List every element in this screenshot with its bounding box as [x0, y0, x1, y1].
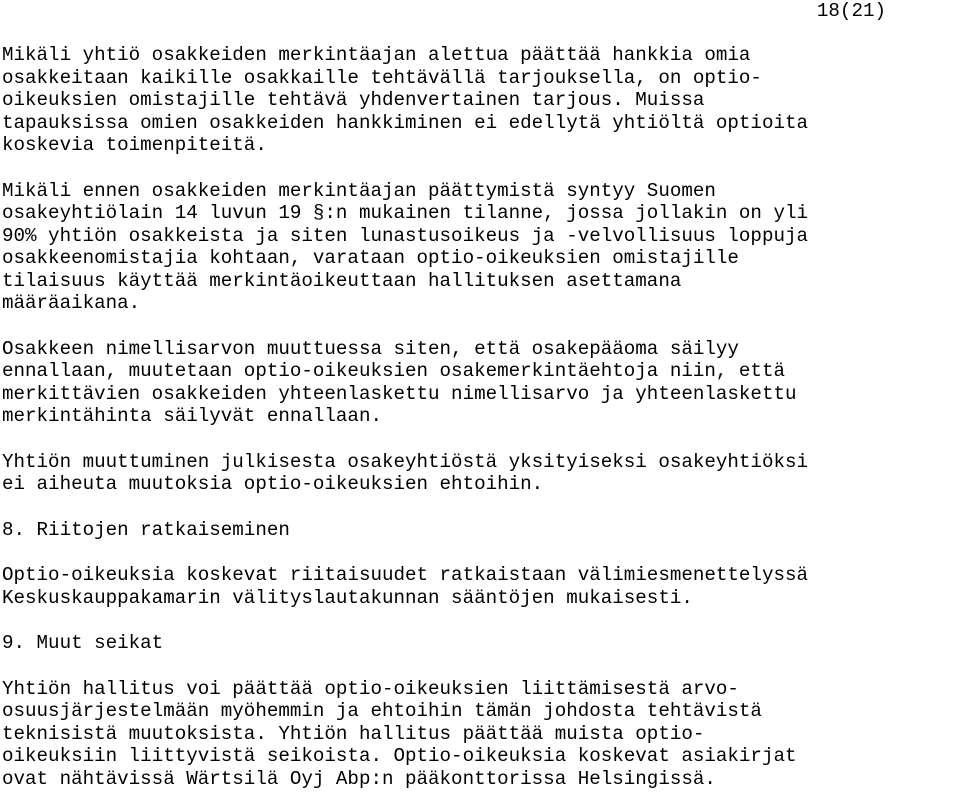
text-line: Yhtiön muuttuminen julkisesta osakeyhtiöstä yksityiseksi osakeyhtiöksi: [2, 450, 809, 473]
text-line: Mikäli ennen osakkeiden merkintäajan päättymistä syntyy Suomen: [2, 179, 716, 202]
document-body: [2, 44, 960, 790]
text-line: osakkeitaan kaikille osakkaille tehtävällä tarjouksella, on optio-: [2, 66, 762, 89]
text-line: merkittävien osakkeiden yhteenlaskettu nimellisarvo ja yhteenlaskettu: [2, 382, 797, 405]
text-line: 90% yhtiön osakkeista ja siten lunastusoikeus ja -velvollisuus loppuja: [2, 224, 809, 247]
text-line: Keskuskauppakamarin välityslautakunnan sääntöjen mukaisesti.: [2, 586, 693, 609]
section-heading: 9. Muut seikat: [2, 632, 164, 654]
paragraph-redemption: [2, 180, 960, 315]
text-line: merkintähinta säilyvät ennallaan.: [2, 405, 382, 427]
paragraph-gap: [2, 315, 960, 338]
paragraph-other-matters: [2, 678, 960, 791]
text-line: teknisistä muutoksista. Yhtiön hallitus päättää muista optio-: [2, 722, 705, 745]
paragraph-gap: [2, 496, 960, 519]
paragraph-nominal-value: [2, 338, 960, 428]
section-heading-disputes: [2, 519, 960, 542]
text-line: Optio-oikeuksia koskevat riitaisuudet ratkaistaan välimiesmenettelyssä: [2, 564, 809, 586]
text-line: osakeyhtiölain 14 luvun 19 §:n mukainen tilanne, jossa jollakin on yli: [2, 202, 809, 224]
section-heading: 8. Riitojen ratkaiseminen: [2, 518, 290, 541]
text-line: oikeuksien omistajille tehtävä yhdenvertainen tarjous. Muissa: [2, 89, 705, 111]
paragraph-company-form: [2, 451, 960, 496]
paragraph-gap: [2, 157, 960, 180]
text-line: oikeuksiin liittyvistä seikoista. Optio-oikeuksia koskevat asiakirjat: [2, 745, 797, 767]
text-line: ei aiheuta muutoksia optio-oikeuksien ehtoihin.: [2, 473, 544, 495]
text-line: määräaikana.: [2, 292, 141, 314]
text-line: osuusjärjestelmään myöhemmin ja ehtoihin tämän johdosta tehtävistä: [2, 700, 762, 722]
text-line: ovat nähtävissä Wärtsilä Oyj Abp:n pääkonttorissa Helsingissä.: [2, 767, 716, 790]
text-line: osakkeenomistajia kohtaan, varataan optio-oikeuksien omistajille: [2, 247, 739, 269]
paragraph-arbitration: [2, 564, 960, 609]
text-line: tapauksissa omien osakkeiden hankkiminen ei edellytä yhtiöltä optioita: [2, 111, 809, 134]
paragraph-own-shares: [2, 44, 960, 157]
paragraph-gap: [2, 655, 960, 678]
paragraph-gap: [2, 541, 960, 564]
paragraph-gap: [2, 609, 960, 632]
page-number: 18(21): [816, 0, 886, 22]
text-line: tilaisuus käyttää merkintäoikeuttaan hallituksen asettamana: [2, 269, 682, 292]
paragraph-gap: [2, 428, 960, 451]
text-line: Mikäli yhtiö osakkeiden merkintäajan alettua päättää hankkia omia: [2, 44, 751, 66]
section-heading-other: [2, 632, 960, 655]
text-line: koskevia toimenpiteitä.: [2, 134, 267, 156]
text-line: Osakkeen nimellisarvon muuttuessa siten, että osakepääoma säilyy: [2, 337, 739, 360]
text-line: Yhtiön hallitus voi päättää optio-oikeuksien liittämisestä arvo-: [2, 677, 739, 700]
text-line: ennallaan, muutetaan optio-oikeuksien osakemerkintäehtoja niin, että: [2, 360, 785, 382]
